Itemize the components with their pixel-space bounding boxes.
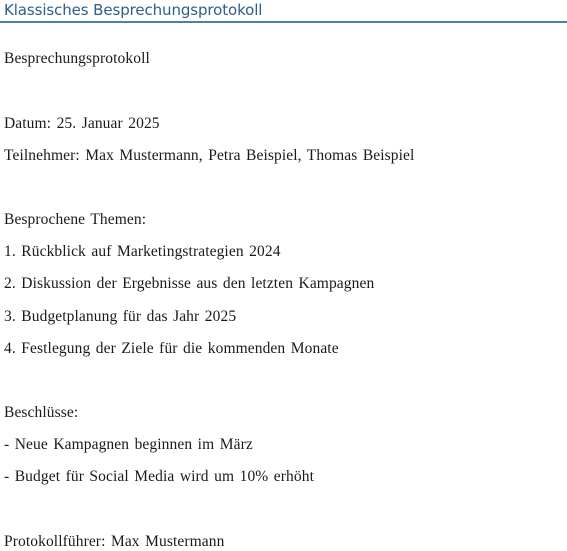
date-line: Datum: 25. Januar 2025: [4, 115, 160, 132]
recorder-line: Protokollführer: Max Mustermann: [4, 533, 225, 550]
topic-item: 2. Diskussion der Ergebnisse aus den letzten Kampagnen: [4, 275, 375, 292]
topic-item: 4. Festlegung der Ziele für die kommenden Monate: [4, 340, 339, 357]
decision-item: - Budget für Social Media wird um 10% erhöht: [4, 468, 314, 485]
header-title: Klassisches Besprechungsprotokoll: [4, 1, 263, 19]
document-heading: Besprechungsprotokoll: [4, 50, 150, 67]
participants-line: Teilnehmer: Max Mustermann, Petra Beispiel, Thomas Beispiel: [4, 147, 415, 164]
decision-item: - Neue Kampagnen beginnen im März: [4, 436, 253, 453]
topic-item: 1. Rückblick auf Marketingstrategien 2024: [4, 243, 281, 260]
header-divider: [0, 21, 567, 23]
decisions-heading: Beschlüsse:: [4, 404, 79, 421]
topic-item: 3. Budgetplanung für das Jahr 2025: [4, 308, 237, 325]
topics-heading: Besprochene Themen:: [4, 211, 147, 228]
